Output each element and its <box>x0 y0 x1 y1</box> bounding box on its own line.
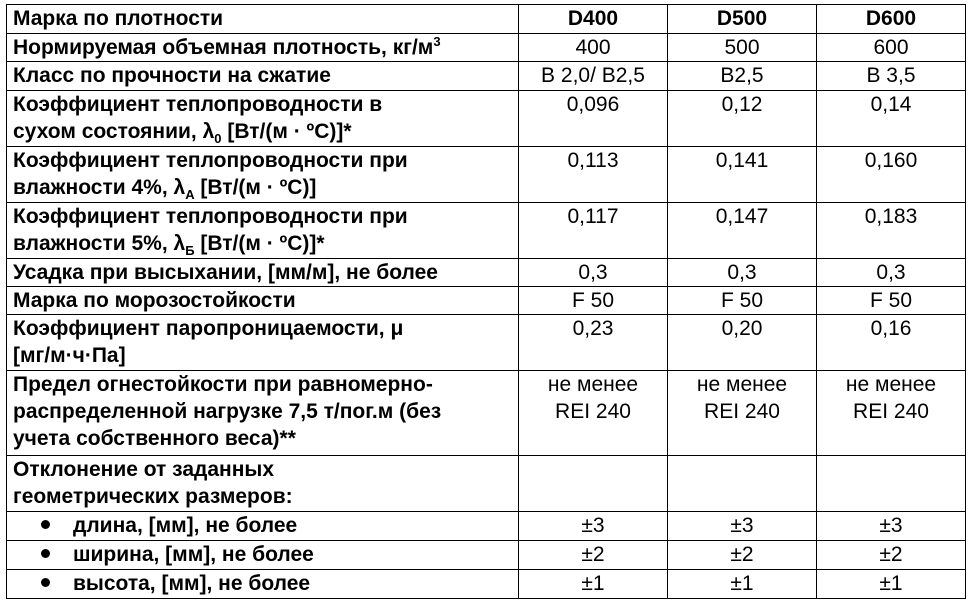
cell-value: 600 <box>817 34 966 62</box>
table-row <box>7 259 966 287</box>
row-label: Класс по прочности на сжатие <box>7 62 519 91</box>
cell-value: ±1 <box>817 570 966 599</box>
cell-value: ±3 <box>519 512 668 541</box>
cell-value: F 50 <box>817 287 966 315</box>
cell-value: ±1 <box>668 570 817 599</box>
cell-value: 0,160 <box>817 147 966 203</box>
aerated-concrete-spec-table <box>6 4 966 599</box>
header-grade-d400: D400 <box>519 5 668 34</box>
table-row <box>7 512 966 541</box>
cell-value: 0,20 <box>668 315 817 371</box>
cell-value: F 50 <box>668 287 817 315</box>
cell-value: В 2,0/ В2,5 <box>519 62 668 91</box>
cell-value: 0,117 <box>519 203 668 259</box>
header-grade-d500: D500 <box>668 5 817 34</box>
cell-value: 0,183 <box>817 203 966 259</box>
bullet-icon <box>41 520 50 529</box>
cell-value: 0,14 <box>817 91 966 147</box>
row-label: длина, [мм], не более <box>7 512 519 541</box>
row-label: Коэффициент теплопроводности в сухом состоянии, $\lambda_0$ [Вт/(м · ºС)]* <box>7 91 519 147</box>
bullet-icon <box>41 549 50 558</box>
cell-value: F 50 <box>519 287 668 315</box>
row-label: ширина, [мм], не более <box>7 541 519 570</box>
table-row <box>7 203 966 259</box>
cell-value: 0,3 <box>817 259 966 287</box>
cell-value: В 3,5 <box>817 62 966 91</box>
cell-value: В2,5 <box>668 62 817 91</box>
header-label: Марка по плотности <box>7 5 519 34</box>
row-label: Предел огнестойкости при равномерно- распределенной нагрузке 7,5 т/пог.м (без учета собственного веса)** <box>7 371 519 456</box>
table-row <box>7 541 966 570</box>
cell-value: 0,141 <box>668 147 817 203</box>
cell-value: 500 <box>668 34 817 62</box>
cell-value: 0,3 <box>519 259 668 287</box>
table-row <box>7 287 966 315</box>
row-label: Коэффициент теплопроводности при влажности 5%, $\lambda_Б$ [Вт/(м · ºС)]* <box>7 203 519 259</box>
cell-value: ±3 <box>817 512 966 541</box>
table-row <box>7 147 966 203</box>
table-row <box>7 34 966 62</box>
bullet-icon <box>41 578 50 587</box>
cell-value: ±2 <box>668 541 817 570</box>
cell-value <box>668 456 817 512</box>
row-label: Коэффициент теплопроводности при влажности 4%, $\lambda_А$ [Вт/(м · ºС)] <box>7 147 519 203</box>
cell-value: ±3 <box>668 512 817 541</box>
table-row <box>7 62 966 91</box>
cell-value: ±2 <box>817 541 966 570</box>
spec-table-wrapper <box>6 4 966 599</box>
table-row <box>7 91 966 147</box>
header-grade-d600: D600 <box>817 5 966 34</box>
cell-value: ±1 <box>519 570 668 599</box>
table-row <box>7 371 966 456</box>
cell-value: не менее REI 240 <box>668 371 817 456</box>
row-label: Усадка при высыхании, [мм/м], не более <box>7 259 519 287</box>
cell-value: не менее REI 240 <box>519 371 668 456</box>
cell-value: ±2 <box>519 541 668 570</box>
cell-value: 0,12 <box>668 91 817 147</box>
table-row <box>7 570 966 599</box>
table-row <box>7 315 966 371</box>
row-label: Нормируемая объемная плотность, $кг/м^3$ <box>7 34 519 62</box>
row-label: Отклонение от заданных геометрических размеров: <box>7 456 519 512</box>
cell-value: не менее REI 240 <box>817 371 966 456</box>
cell-value: 0,113 <box>519 147 668 203</box>
cell-value: 0,3 <box>668 259 817 287</box>
row-label: Марка по морозостойкости <box>7 287 519 315</box>
cell-value: 400 <box>519 34 668 62</box>
row-label: высота, [мм], не более <box>7 570 519 599</box>
cell-value: 0,16 <box>817 315 966 371</box>
cell-value: 0,096 <box>519 91 668 147</box>
cell-value <box>519 456 668 512</box>
cell-value <box>817 456 966 512</box>
cell-value: 0,147 <box>668 203 817 259</box>
row-label: Коэффициент паропроницаемости, μ [мг/м·ч·Па] <box>7 315 519 371</box>
table-row <box>7 456 966 512</box>
cell-value: 0,23 <box>519 315 668 371</box>
table-header-row <box>7 5 966 34</box>
